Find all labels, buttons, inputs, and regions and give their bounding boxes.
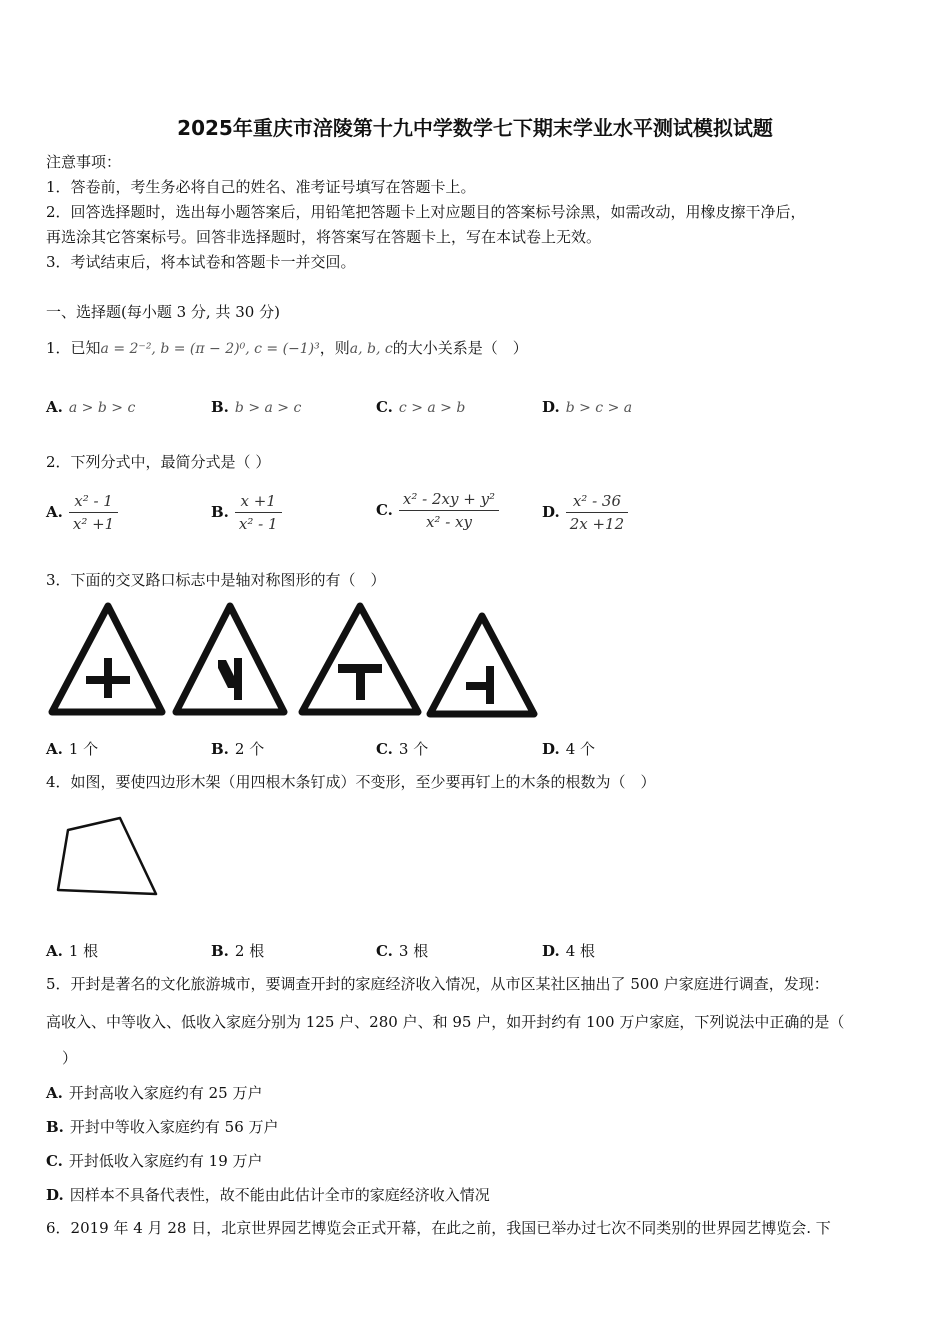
- option-label: D.: [46, 1186, 64, 1204]
- question-1-stem: [46, 338, 528, 359]
- question-5-stem: 5．开封是著名的文化旅游城市，要调查开封的家庭经济收入情况，从市区某社区抽出了 500 户家庭进行调查，发现：: [46, 975, 829, 993]
- option-text: a > b > c: [68, 400, 136, 416]
- q5-option-d[interactable]: [46, 1184, 490, 1205]
- quadrilateral-frame-figure: [52, 812, 164, 902]
- option-text: 4 根: [565, 942, 596, 960]
- option-label: D.: [542, 398, 560, 416]
- denominator: x² +1: [72, 515, 115, 533]
- denominator: 2x +12: [569, 515, 625, 533]
- notice-item: 再选涂其它答案标号。回答非选择题时，将答案写在答题卡上，写在本试卷上无效。: [46, 228, 602, 246]
- option-label: A.: [46, 740, 63, 758]
- side-road-sign-icon: [176, 606, 284, 712]
- q4-option-c[interactable]: [376, 940, 428, 961]
- fraction: [69, 490, 118, 535]
- question-6-stem: 6．2019 年 4 月 28 日，北京世界园艺博览会正式开幕，在此之前，我国已举办过七次不同类别的世界园艺博览会. 下: [46, 1219, 831, 1237]
- option-text: c > a > b: [398, 400, 466, 416]
- notice-heading: 注意事项：: [46, 153, 122, 171]
- section-heading: 一、选择题(每小题 3 分, 共 30 分): [46, 303, 280, 321]
- option-label: C.: [376, 740, 393, 758]
- option-label: B.: [46, 1118, 64, 1136]
- option-label: D.: [542, 740, 560, 758]
- option-label: A.: [46, 502, 63, 521]
- t-junction-sign-icon: [302, 606, 418, 712]
- q5-option-c[interactable]: [46, 1150, 263, 1171]
- option-text: 1 根: [68, 942, 99, 960]
- option-label: D.: [542, 502, 560, 521]
- option-label: C.: [376, 398, 393, 416]
- option-label: B.: [211, 398, 229, 416]
- q1-vars: a, b, c: [349, 341, 393, 357]
- option-label: C.: [46, 1152, 63, 1170]
- option-text: 开封中等收入家庭约有 56 万户: [69, 1118, 279, 1136]
- question-4-stem: 4．如图，要使四边形木架（用四根木条钉成）不变形，至少要再钉上的木条的根数为（ ）: [46, 773, 656, 791]
- option-text: 2 根: [234, 942, 265, 960]
- q5-option-b[interactable]: [46, 1116, 279, 1137]
- q4-option-d[interactable]: [542, 940, 595, 961]
- numerator: x +1: [235, 490, 282, 513]
- q1-option-b[interactable]: [211, 398, 301, 416]
- question-3-stem: 3．下面的交叉路口标志中是轴对称图形的有（ ）: [46, 571, 386, 589]
- crossroad-sign-icon: [52, 606, 162, 712]
- option-text: 1 个: [68, 740, 99, 758]
- option-text: b > a > c: [234, 400, 302, 416]
- q1-prefix: 1．已知: [46, 339, 101, 357]
- q2-option-a[interactable]: [46, 490, 118, 535]
- numerator: x² - 1: [69, 490, 118, 513]
- option-text: 4 个: [565, 740, 596, 758]
- q1-option-d[interactable]: [542, 398, 632, 416]
- traffic-signs-figure: [46, 600, 546, 722]
- denominator: x² - 1: [238, 515, 278, 533]
- q1-suffix: 的大小关系是（ ）: [392, 339, 528, 357]
- question-5-stem: ）: [62, 1049, 78, 1067]
- q1-option-c[interactable]: [376, 398, 465, 416]
- option-text: 因样本不具备代表性，故不能由此估计全市的家庭经济收入情况: [69, 1186, 490, 1204]
- q2-option-d[interactable]: [542, 490, 628, 535]
- option-label: D.: [542, 942, 560, 960]
- option-label: B.: [211, 942, 229, 960]
- left-t-junction-sign-icon: [430, 616, 534, 714]
- fraction: [235, 490, 282, 535]
- option-text: 开封低收入家庭约有 19 万户: [68, 1152, 263, 1170]
- fraction: [399, 488, 499, 533]
- option-label: B.: [211, 502, 229, 521]
- q3-option-a[interactable]: [46, 738, 98, 759]
- option-text: 开封高收入家庭约有 25 万户: [68, 1084, 263, 1102]
- option-text: 3 根: [398, 942, 429, 960]
- q2-option-c[interactable]: [376, 488, 499, 533]
- fraction: [566, 490, 628, 535]
- option-label: C.: [376, 942, 393, 960]
- q5-option-a[interactable]: [46, 1082, 263, 1103]
- notice-item: 1．答卷前，考生务必将自己的姓名、准考证号填写在答题卡上。: [46, 178, 476, 196]
- numerator: x² - 36: [566, 490, 628, 513]
- page-title: 2025年重庆市涪陵第十九中学数学七下期末学业水平测试模拟试题: [177, 116, 773, 140]
- notice-item: 3．考试结束后，将本试卷和答题卡一并交回。: [46, 253, 356, 271]
- option-label: C.: [376, 500, 393, 519]
- q1-option-a[interactable]: [46, 398, 135, 416]
- option-label: A.: [46, 398, 63, 416]
- option-text: b > c > a: [565, 400, 633, 416]
- option-label: B.: [211, 740, 229, 758]
- question-5-stem: 高收入、中等收入、低收入家庭分别为 125 户、280 户、和 95 户，如开封约有 100 万户家庭，下列说法中正确的是（: [46, 1013, 845, 1031]
- q1-mid: ，则: [319, 339, 350, 357]
- numerator: x² - 2xy + y²: [399, 488, 499, 511]
- q3-option-c[interactable]: [376, 738, 428, 759]
- q1-formula: a = 2⁻², b = (π − 2)⁰, c = (−1)³: [100, 341, 320, 357]
- option-text: 3 个: [398, 740, 429, 758]
- q4-option-b[interactable]: [211, 940, 264, 961]
- option-label: A.: [46, 1084, 63, 1102]
- q3-option-d[interactable]: [542, 738, 595, 759]
- option-label: A.: [46, 942, 63, 960]
- question-2-stem: 2．下列分式中，最简分式是（ ）: [46, 453, 271, 471]
- q3-option-b[interactable]: [211, 738, 264, 759]
- q2-option-b[interactable]: [211, 490, 282, 535]
- option-text: 2 个: [234, 740, 265, 758]
- notice-item: 2．回答选择题时，选出每小题答案后，用铅笔把答题卡上对应题目的答案标号涂黑，如需改动，用橡皮擦干净后，: [46, 203, 806, 221]
- denominator: x² - xy: [425, 513, 472, 531]
- q4-option-a[interactable]: [46, 940, 98, 961]
